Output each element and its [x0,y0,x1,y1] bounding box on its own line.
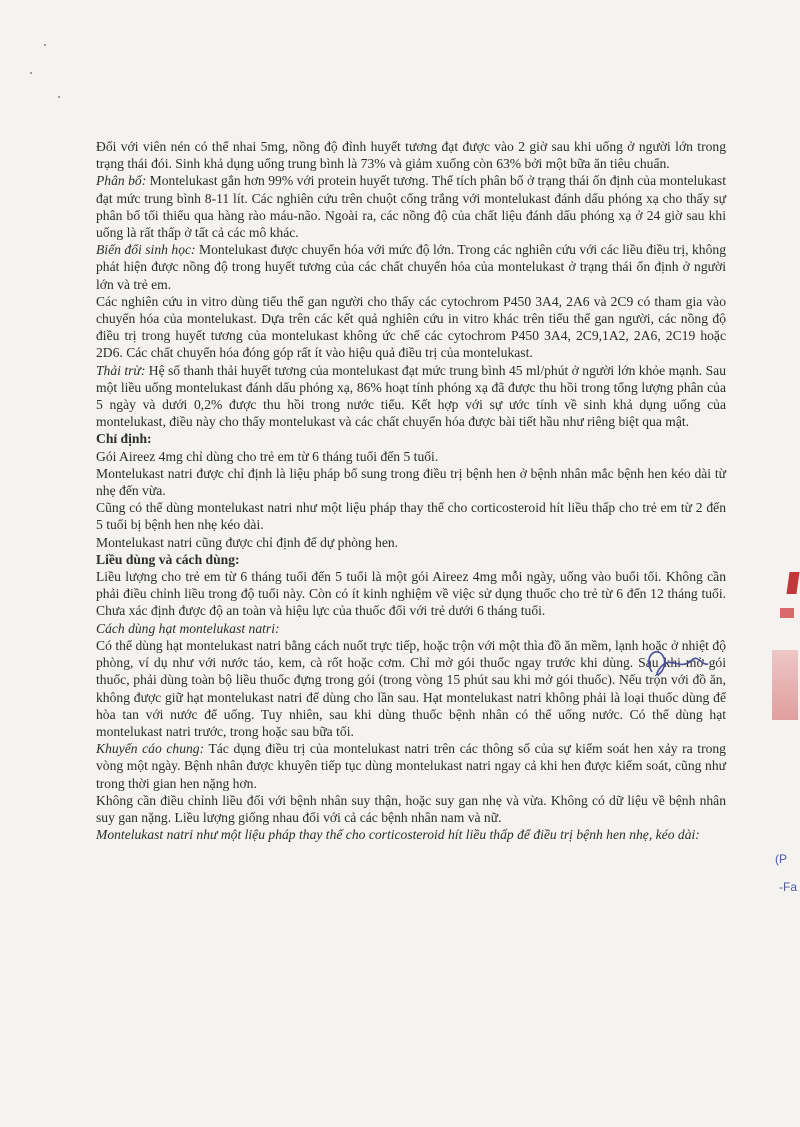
paragraph [96,362,726,431]
paragraph-text: Montelukast gắn hơn 99% với protein huyết tương. Thể tích phân bố ở trạng thái ổn định của montelukast đạt mức trung bình 8-11 lít. Các nghiên cứu trên chuột cống trắng với montelukast đánh dấu phóng xạ cho thấy sự phân bố tối thiểu qua hàng rào máu-não. Ngoài ra, các nồng độ của chất liệu đánh dấu phóng xạ ở 24 giờ sau khi uống là rất thấp ở tất cả các mô khác. [96,173,726,241]
paragraph [96,534,726,551]
side-fragment-text: -Fa [779,880,797,894]
paragraph [96,172,726,241]
paragraph-text: Cũng có thể dùng montelukast natri như một liệu pháp thay thế cho corticosteroid hít liều thấp cho trẻ em từ 2 đến 5 tuổi bị bệnh hen nhẹ kéo dài. [96,500,726,533]
paragraph-text: Có thể dùng hạt montelukast natri bằng cách nuốt trực tiếp, hoặc trộn với một thìa đồ ăn mềm, lạnh hoặc ở nhiệt độ phòng, ví dụ như với nước táo, kem, cà rốt hoặc cơm. Chỉ mở gói thuốc ngay trước khi dùng. Sau khi mở gói thuốc, phải dùng toàn bộ liều thuốc đựng trong gói (trong vòng 15 phút sau khi mở gói thuốc). Nếu trộn với đồ ăn, không được giữ hạt montelukast natri để dùng cho lần sau. Hạt montelukast natri không phải là loại thuốc dùng để hòa tan với nước để uống. Tuy nhiên, sau khi dùng thuốc bệnh nhân có thể uống nước. Có thể dùng hạt montelukast natri trước, trong hoặc sau bữa tối. [96,637,726,739]
paragraph-lead: Thải trừ: [96,362,146,378]
paragraph [96,138,726,172]
stamp-fragment [772,650,798,720]
paragraph-text: Tác dụng điều trị của montelukast natri trên các thông số của sự kiểm soát hen xảy ra trong vòng một ngày. Bệnh nhân được khuyên tiếp tục dùng montelukast natri ngay cả khi hen được kiểm soát, cũng như trong thời gian hen nặng hơn. [96,741,726,791]
paragraph [96,465,726,499]
paragraph-text: Hệ số thanh thải huyết tương của montelukast đạt mức trung bình 45 ml/phút ở người lớn khỏe mạnh. Sau một liều uống montelukast đánh dấu phóng xạ, 86% hoạt tính phóng xạ đã được thu hồi trong tổng lượng phân của 5 ngày và dưới 0,2% được thu hồi trong nước tiểu. Kết hợp với sự ước tính về sinh khả dụng uống của montelukast, điều này cho thấy montelukast và các chất chuyển hóa được bài tiết hầu như riêng biệt qua mật. [96,362,726,430]
paragraph-lead: Biến đổi sinh học: [96,242,196,258]
paragraph [96,792,726,826]
paragraph-text: Montelukast natri được chỉ định là liệu pháp bổ sung trong điều trị bệnh hen ở bệnh nhân mắc bệnh hen kéo dài từ nhẹ đến vừa. [96,465,726,499]
paragraph-text: Không cần điều chỉnh liều đối với bệnh nhân suy thận, hoặc suy gan nhẹ và vừa. Không có dữ liệu về bệnh nhân suy gan nặng. Liều lượng giống nhau đối với cả các bệnh nhân nam và nữ. [96,792,726,825]
paragraph-lead: Khuyến cáo chung: [96,741,205,757]
section-heading: Chỉ định: [96,431,152,447]
scan-speck [30,72,32,74]
section-heading: Liều dùng và cách dùng: [96,551,240,567]
document-body [96,138,726,843]
paragraph-text: Các nghiên cứu in vitro dùng tiểu thể gan người cho thấy các cytochrom P450 3A4, 2A6 và 2C9 có tham gia vào chuyển hóa của montelukast. Dựa trên các kết quả nghiên cứu in vitro khác trên tiểu thể gan người, các nồng độ điều trị trong huyết tương của montelukast không ức chế các cytochrom P450 3A4, 2C9,1A2, 2A6, 2C19 hoặc 2D6. Các chất chuyển hóa đóng góp rất ít vào hiệu quả điều trị của montelukast. [96,293,726,361]
paragraph-text: Montelukast được chuyển hóa với mức độ lớn. Trong các nghiên cứu với các liều điều trị, không phát hiện được nồng độ trong huyết tương của các chất chuyển hóa của montelukast ở trạng thái ổn định ở người lớn và trẻ em. [96,242,726,292]
paragraph [96,241,726,293]
paragraph-text: Gói Aireez 4mg chỉ dùng cho trẻ em từ 6 tháng tuổi đến 5 tuổi. [96,448,439,464]
paragraph [96,448,726,465]
paragraph [96,293,726,362]
stamp-fragment [780,608,794,618]
paragraph [96,499,726,533]
paragraph [96,568,726,620]
paragraph-text: Liều lượng cho trẻ em từ 6 tháng tuổi đến 5 tuổi là một gói Aireez 4mg mỗi ngày, uống vào buổi tối. Không cần phải điều chỉnh liều trong độ tuổi này. Còn có ít kinh nghiệm về việc sử dụng thuốc cho trẻ từ 6 đến 12 tháng tuổi. Chưa xác định được độ an toàn và hiệu lực của thuốc đối với trẻ dưới 6 tháng tuổi. [96,569,726,619]
section-subheading: Cách dùng hạt montelukast natri: [96,620,280,636]
paragraph [96,637,726,740]
paragraph-lead: Phân bố: [96,173,147,189]
paragraph-text: Đối với viên nén có thể nhai 5mg, nồng độ đỉnh huyết tương đạt được vào 2 giờ sau khi uống ở người lớn trong trạng thái đói. Sinh khả dụng uống trung bình là 73% và giảm xuống còn 63% bởi một bữa ăn tiêu chuẩn. [96,139,726,172]
side-fragment-text: (P [775,852,787,866]
paragraph [96,740,726,792]
scan-speck [58,96,60,98]
section-subheading: Montelukast natri như một liệu pháp thay thế cho corticosteroid hít liều thấp để điều trị bệnh hen nhẹ, kéo dài: [96,827,700,843]
scan-speck [44,44,46,46]
paragraph-text: Montelukast natri cũng được chỉ định để dự phòng hen. [96,534,399,550]
stamp-fragment [786,572,799,594]
signature-mark [640,642,710,688]
